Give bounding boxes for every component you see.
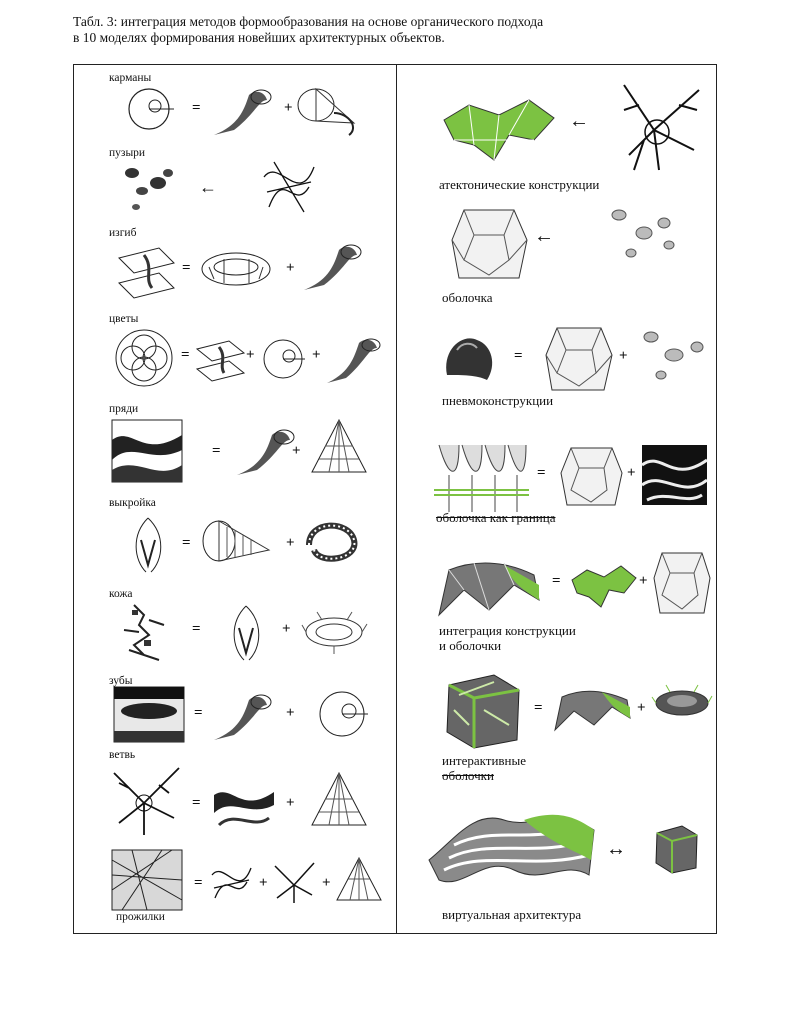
pocket-circle-figure: [314, 680, 374, 740]
plus-sign: +: [312, 347, 321, 363]
pocket-circle-figure: [259, 337, 309, 382]
row-label-atektonicheskie: атектонические конструкции: [439, 177, 600, 192]
swirl-figure: [209, 85, 279, 140]
caption-line-2: в 10 моделях формирования новейших архитектурных объектов.: [73, 30, 445, 45]
arrow-left-icon: ←: [569, 110, 589, 132]
row-label-kozha: кожа: [109, 588, 133, 600]
cone-mesh-figure: [199, 515, 274, 570]
bubbles-figure: [609, 205, 679, 265]
row-label-pryadi: пряди: [109, 403, 139, 415]
equals-sign: =: [194, 705, 203, 721]
arrow-left-icon: ←: [199, 177, 217, 197]
pattern-cut-figure: [126, 515, 171, 575]
equals-sign: =: [192, 100, 201, 116]
equals-sign: =: [182, 535, 191, 551]
row-label-vetv: ветвь: [109, 749, 136, 761]
strands-texture-figure: [214, 780, 274, 830]
swirl-figure: [209, 690, 284, 745]
plus-sign: +: [282, 621, 291, 637]
swirl-figure: [324, 333, 384, 388]
bend-planes-figure: [114, 243, 179, 298]
methods-table: [73, 64, 717, 934]
equals-sign: =: [514, 348, 523, 364]
plus-sign: +: [637, 700, 646, 716]
row-label-tsvety: цветы: [109, 313, 139, 325]
plus-sign: +: [286, 795, 295, 811]
plus-sign: +: [286, 535, 295, 551]
row-label-zuby: зубы: [109, 675, 133, 687]
equals-sign: =: [192, 621, 201, 637]
equals-sign: =: [537, 465, 546, 481]
row-label-obolochka: оболочка: [442, 290, 493, 305]
shell-polyhedron-figure: [449, 200, 529, 285]
row-label-puzyri: пузыри: [109, 147, 146, 159]
tangled-mesh-figure: [259, 157, 319, 217]
branch-figure: [109, 763, 184, 838]
row-label-integratsiya: [439, 623, 576, 653]
arrow-both-icon: ↔: [606, 838, 626, 860]
bubbles-figure: [639, 327, 709, 387]
column-divider: [396, 65, 397, 933]
equals-sign: =: [182, 260, 191, 276]
pyramid-mesh-figure: [309, 417, 369, 477]
plus-sign: +: [259, 875, 268, 891]
plus-sign: +: [284, 100, 293, 116]
arrow-left-icon: ←: [534, 225, 554, 247]
plus-sign: +: [246, 347, 255, 363]
row-label-interaktivnye-line1: интерактивные: [442, 753, 527, 768]
equals-sign: =: [194, 875, 203, 891]
row-label-obolochka-granitsa: оболочка как граница: [436, 510, 556, 525]
pyramid-mesh-figure: [334, 855, 384, 905]
equals-sign: =: [192, 795, 201, 811]
tangled-mesh-figure: [209, 860, 254, 905]
nest-figure: [302, 610, 367, 655]
row-label-integratsiya-line1: интеграция конструкции: [439, 623, 576, 638]
teeth-photo-figure: [114, 687, 184, 742]
equals-sign: =: [181, 347, 190, 363]
swirl-figure: [299, 240, 369, 295]
row-label-integratsiya-line2: и оболочки: [439, 638, 502, 653]
row-label-vykroyka: выкройка: [109, 497, 156, 509]
twisted-tube-figure: [299, 515, 364, 570]
plus-sign: +: [286, 705, 295, 721]
ring-mesh-figure: [199, 247, 274, 292]
shell-polyhedron-figure: [544, 320, 614, 395]
pyramid-mesh-figure: [309, 770, 369, 830]
plus-sign: +: [292, 443, 301, 459]
bubbles-figure: [114, 163, 184, 213]
shell-polyhedron-figure: [652, 545, 712, 620]
green-canopy-figure: [434, 555, 544, 625]
plus-sign: +: [286, 260, 295, 276]
swirl-figure: [234, 425, 299, 480]
pocket-circle-figure: [119, 87, 179, 132]
interactive-cube-figure: [439, 670, 524, 750]
pattern-cut-figure: [224, 603, 269, 663]
row-label-izgib: изгиб: [109, 227, 137, 239]
row-label-interaktivnye: [442, 753, 526, 783]
plus-sign: +: [619, 348, 628, 364]
branch-figure: [619, 80, 704, 175]
row-label-virtualnaya: виртуальная архитектура: [442, 907, 582, 922]
row-label-karmany: карманы: [109, 72, 152, 84]
columns-boundary-figure: [434, 440, 529, 515]
strands-texture-figure: [112, 420, 182, 482]
equals-sign: =: [212, 443, 221, 459]
pneumatic-blob-figure: [442, 330, 497, 385]
caption-line-1: Табл. 3: интеграция методов формообразования на основе органического подхода: [73, 14, 544, 29]
cone-mesh-figure: [294, 83, 369, 138]
plus-sign: +: [639, 573, 648, 589]
skin-fragments-figure: [114, 600, 174, 665]
branch-figure: [272, 860, 317, 905]
strands-texture-figure: [642, 445, 707, 505]
virtual-wave-figure: [424, 800, 599, 900]
plus-sign: +: [322, 875, 331, 891]
veins-texture-figure: [112, 850, 182, 910]
flower-circles-figure: [109, 327, 179, 389]
shell-polyhedron-figure: [559, 440, 624, 510]
green-branch-structure-figure: [569, 560, 639, 610]
row-label-prozhilki: прожилки: [116, 911, 165, 923]
equals-sign: =: [534, 700, 543, 716]
green-branch-structure-figure: [439, 90, 559, 170]
plus-sign: +: [627, 465, 636, 481]
row-label-interaktivnye-line2: оболочки: [442, 768, 494, 783]
row-label-pnevmokonstruktsii: пневмоконструкции: [442, 393, 554, 408]
table-caption: [73, 14, 733, 46]
interactive-cube-figure: [652, 823, 700, 875]
equals-sign: =: [552, 573, 561, 589]
nest-figure: [652, 683, 712, 723]
green-canopy-figure: [552, 685, 632, 735]
bend-planes-figure: [194, 337, 249, 382]
